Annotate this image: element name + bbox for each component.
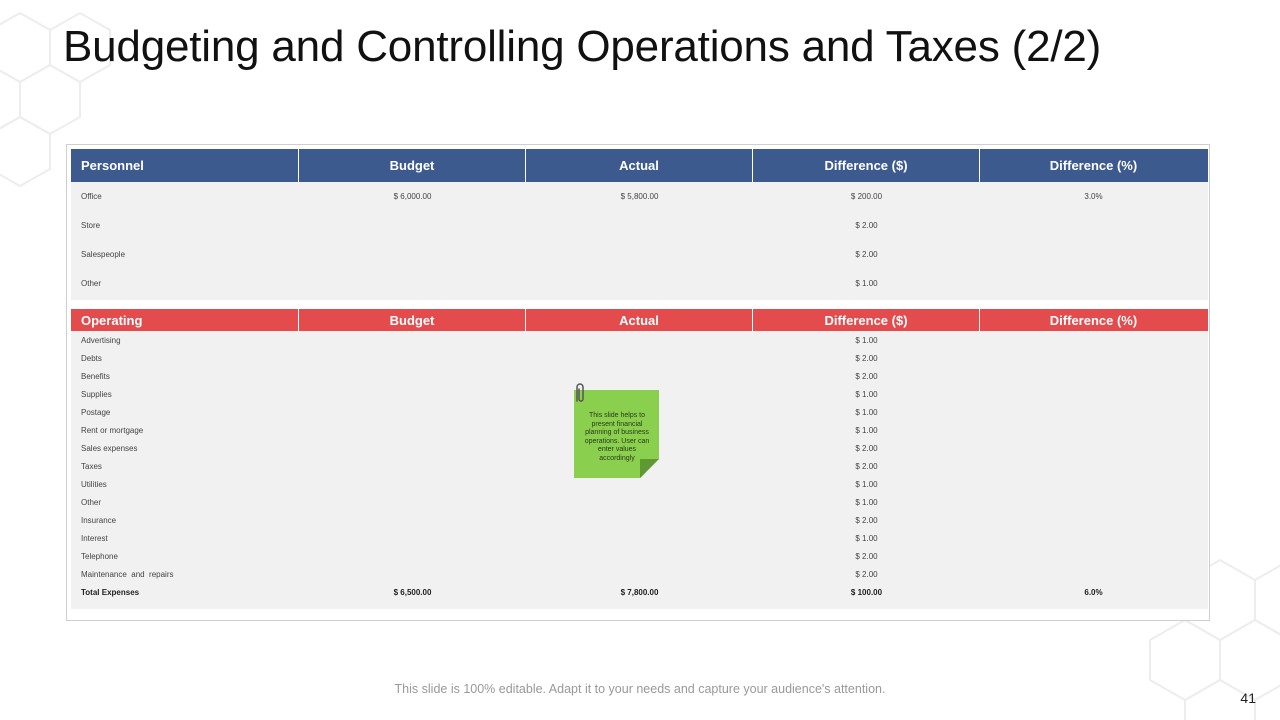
row-label: Advertising [81,335,121,345]
table-row [71,240,1208,269]
col-header-budget: Budget [299,309,526,331]
table-row [71,493,1208,511]
col-header-actual: Actual [526,309,753,331]
cell-actual [526,565,753,583]
cell-difference-dollar: $ 2.00 [855,221,878,230]
cell-difference-percent [980,367,1207,385]
cell-difference-percent [980,439,1207,457]
col-header-budget: Budget [299,149,526,182]
cell-difference-dollar: $ 1.00 [855,407,878,417]
cell-budget [299,457,526,475]
total-difference-dollar: $ 100.00 [850,587,883,597]
cell-difference-dollar: $ 1.00 [855,479,878,489]
cell-difference-dollar: $ 2.00 [855,371,878,381]
row-label: Office [81,192,102,201]
total-row [71,583,1208,601]
row-label: Salespeople [81,250,126,259]
personnel-table [71,149,1208,300]
table-row [71,182,1208,211]
table-row [71,547,1208,565]
cell-actual [526,529,753,547]
cell-difference-dollar: $ 1.00 [855,497,878,507]
cell-actual [526,511,753,529]
cell-budget [299,211,526,240]
cell-actual [526,240,753,269]
cell-difference-dollar: $ 200.00 [850,192,883,201]
row-label: Other [81,279,102,288]
cell-difference-percent [980,511,1207,529]
cell-budget [299,367,526,385]
cell-budget [299,511,526,529]
row-label: Other [81,497,102,507]
cell-difference-dollar: $ 2.00 [855,569,878,579]
cell-budget [299,547,526,565]
row-label: Insurance [81,515,117,525]
paperclip-icon [573,381,587,407]
cell-difference-dollar: $ 1.00 [855,279,878,288]
row-label: Rent or mortgage [81,425,144,435]
cell-difference-percent [980,269,1207,298]
personnel-header-row [71,149,1208,182]
cell-actual [526,331,753,349]
cell-difference-percent [980,385,1207,403]
personnel-body [71,182,1208,300]
total-actual: $ 7,800.00 [620,587,659,597]
cell-difference-dollar: $ 2.00 [855,461,878,471]
table-row [71,211,1208,240]
row-label: Interest [81,533,108,543]
cell-budget [299,240,526,269]
cell-difference-percent [980,475,1207,493]
row-label: Utilities [81,479,107,489]
cell-difference-dollar: $ 2.00 [855,515,878,525]
cell-budget [299,475,526,493]
cell-difference-percent [980,331,1207,349]
cell-budget [299,421,526,439]
cell-actual [526,211,753,240]
cell-difference-percent: 3.0% [1084,192,1103,201]
cell-difference-dollar: $ 1.00 [855,533,878,543]
cell-difference-percent [980,211,1207,240]
cell-difference-percent [980,493,1207,511]
cell-budget [299,493,526,511]
col-header-personnel: Personnel [71,149,299,182]
cell-budget [299,439,526,457]
footer-text: This slide is 100% editable. Adapt it to your needs and capture your audience's attention. [394,682,886,696]
slide-title: Budgeting and Controlling Operations and Taxes (2/2) [63,22,1102,71]
cell-budget [299,403,526,421]
cell-actual [526,367,753,385]
cell-difference-dollar: $ 1.00 [855,425,878,435]
row-label: Supplies [81,389,112,399]
col-header-actual: Actual [526,149,753,182]
table-row [71,511,1208,529]
cell-actual [526,493,753,511]
table-row [71,331,1208,349]
cell-actual [526,349,753,367]
col-header-difference-dollar: Difference ($) [753,309,980,331]
cell-budget [299,269,526,298]
cell-difference-dollar: $ 2.00 [855,353,878,363]
cell-difference-percent [980,240,1207,269]
col-header-difference-dollar: Difference ($) [753,149,980,182]
row-label: Telephone [81,551,118,561]
cell-budget [299,331,526,349]
cell-difference-percent [980,547,1207,565]
cell-budget [299,349,526,367]
cell-budget: $ 6,000.00 [393,192,432,201]
cell-difference-dollar: $ 1.00 [855,335,878,345]
row-label: Benefits [81,371,110,381]
cell-difference-percent [980,421,1207,439]
cell-budget [299,529,526,547]
cell-difference-percent [980,565,1207,583]
cell-difference-dollar: $ 1.00 [855,389,878,399]
row-label: Maintenance and repairs [81,569,174,579]
cell-difference-percent [980,457,1207,475]
cell-difference-percent [980,403,1207,421]
sticky-note-text: This slide helps to present financial planning of business operations. User can enter values accordingly [584,412,650,462]
page-number: 41 [1240,690,1256,706]
total-label: Total Expenses [81,587,140,597]
cell-actual [526,269,753,298]
cell-difference-dollar: $ 2.00 [855,551,878,561]
table-row [71,367,1208,385]
total-budget: $ 6,500.00 [393,587,432,597]
col-header-difference-percent: Difference (%) [1049,312,1138,328]
cell-difference-dollar: $ 2.00 [855,443,878,453]
table-row [71,269,1208,298]
cell-difference-percent [980,529,1207,547]
cell-budget [299,385,526,403]
cell-difference-percent [980,349,1207,367]
col-header-operating: Operating [71,309,299,331]
table-row [71,529,1208,547]
row-label: Store [81,221,101,230]
cell-actual [526,547,753,565]
table-row [71,349,1208,367]
total-difference-percent: 6.0% [1084,587,1103,597]
col-header-difference-percent: Difference (%) [1049,158,1138,173]
row-label: Postage [81,407,111,417]
row-label: Sales expenses [81,443,138,453]
table-row [71,565,1208,583]
cell-difference-dollar: $ 2.00 [855,250,878,259]
cell-budget [299,565,526,583]
row-label: Debts [81,353,102,363]
row-label: Taxes [81,461,102,471]
cell-actual: $ 5,800.00 [620,192,659,201]
operating-header-row [71,309,1208,331]
